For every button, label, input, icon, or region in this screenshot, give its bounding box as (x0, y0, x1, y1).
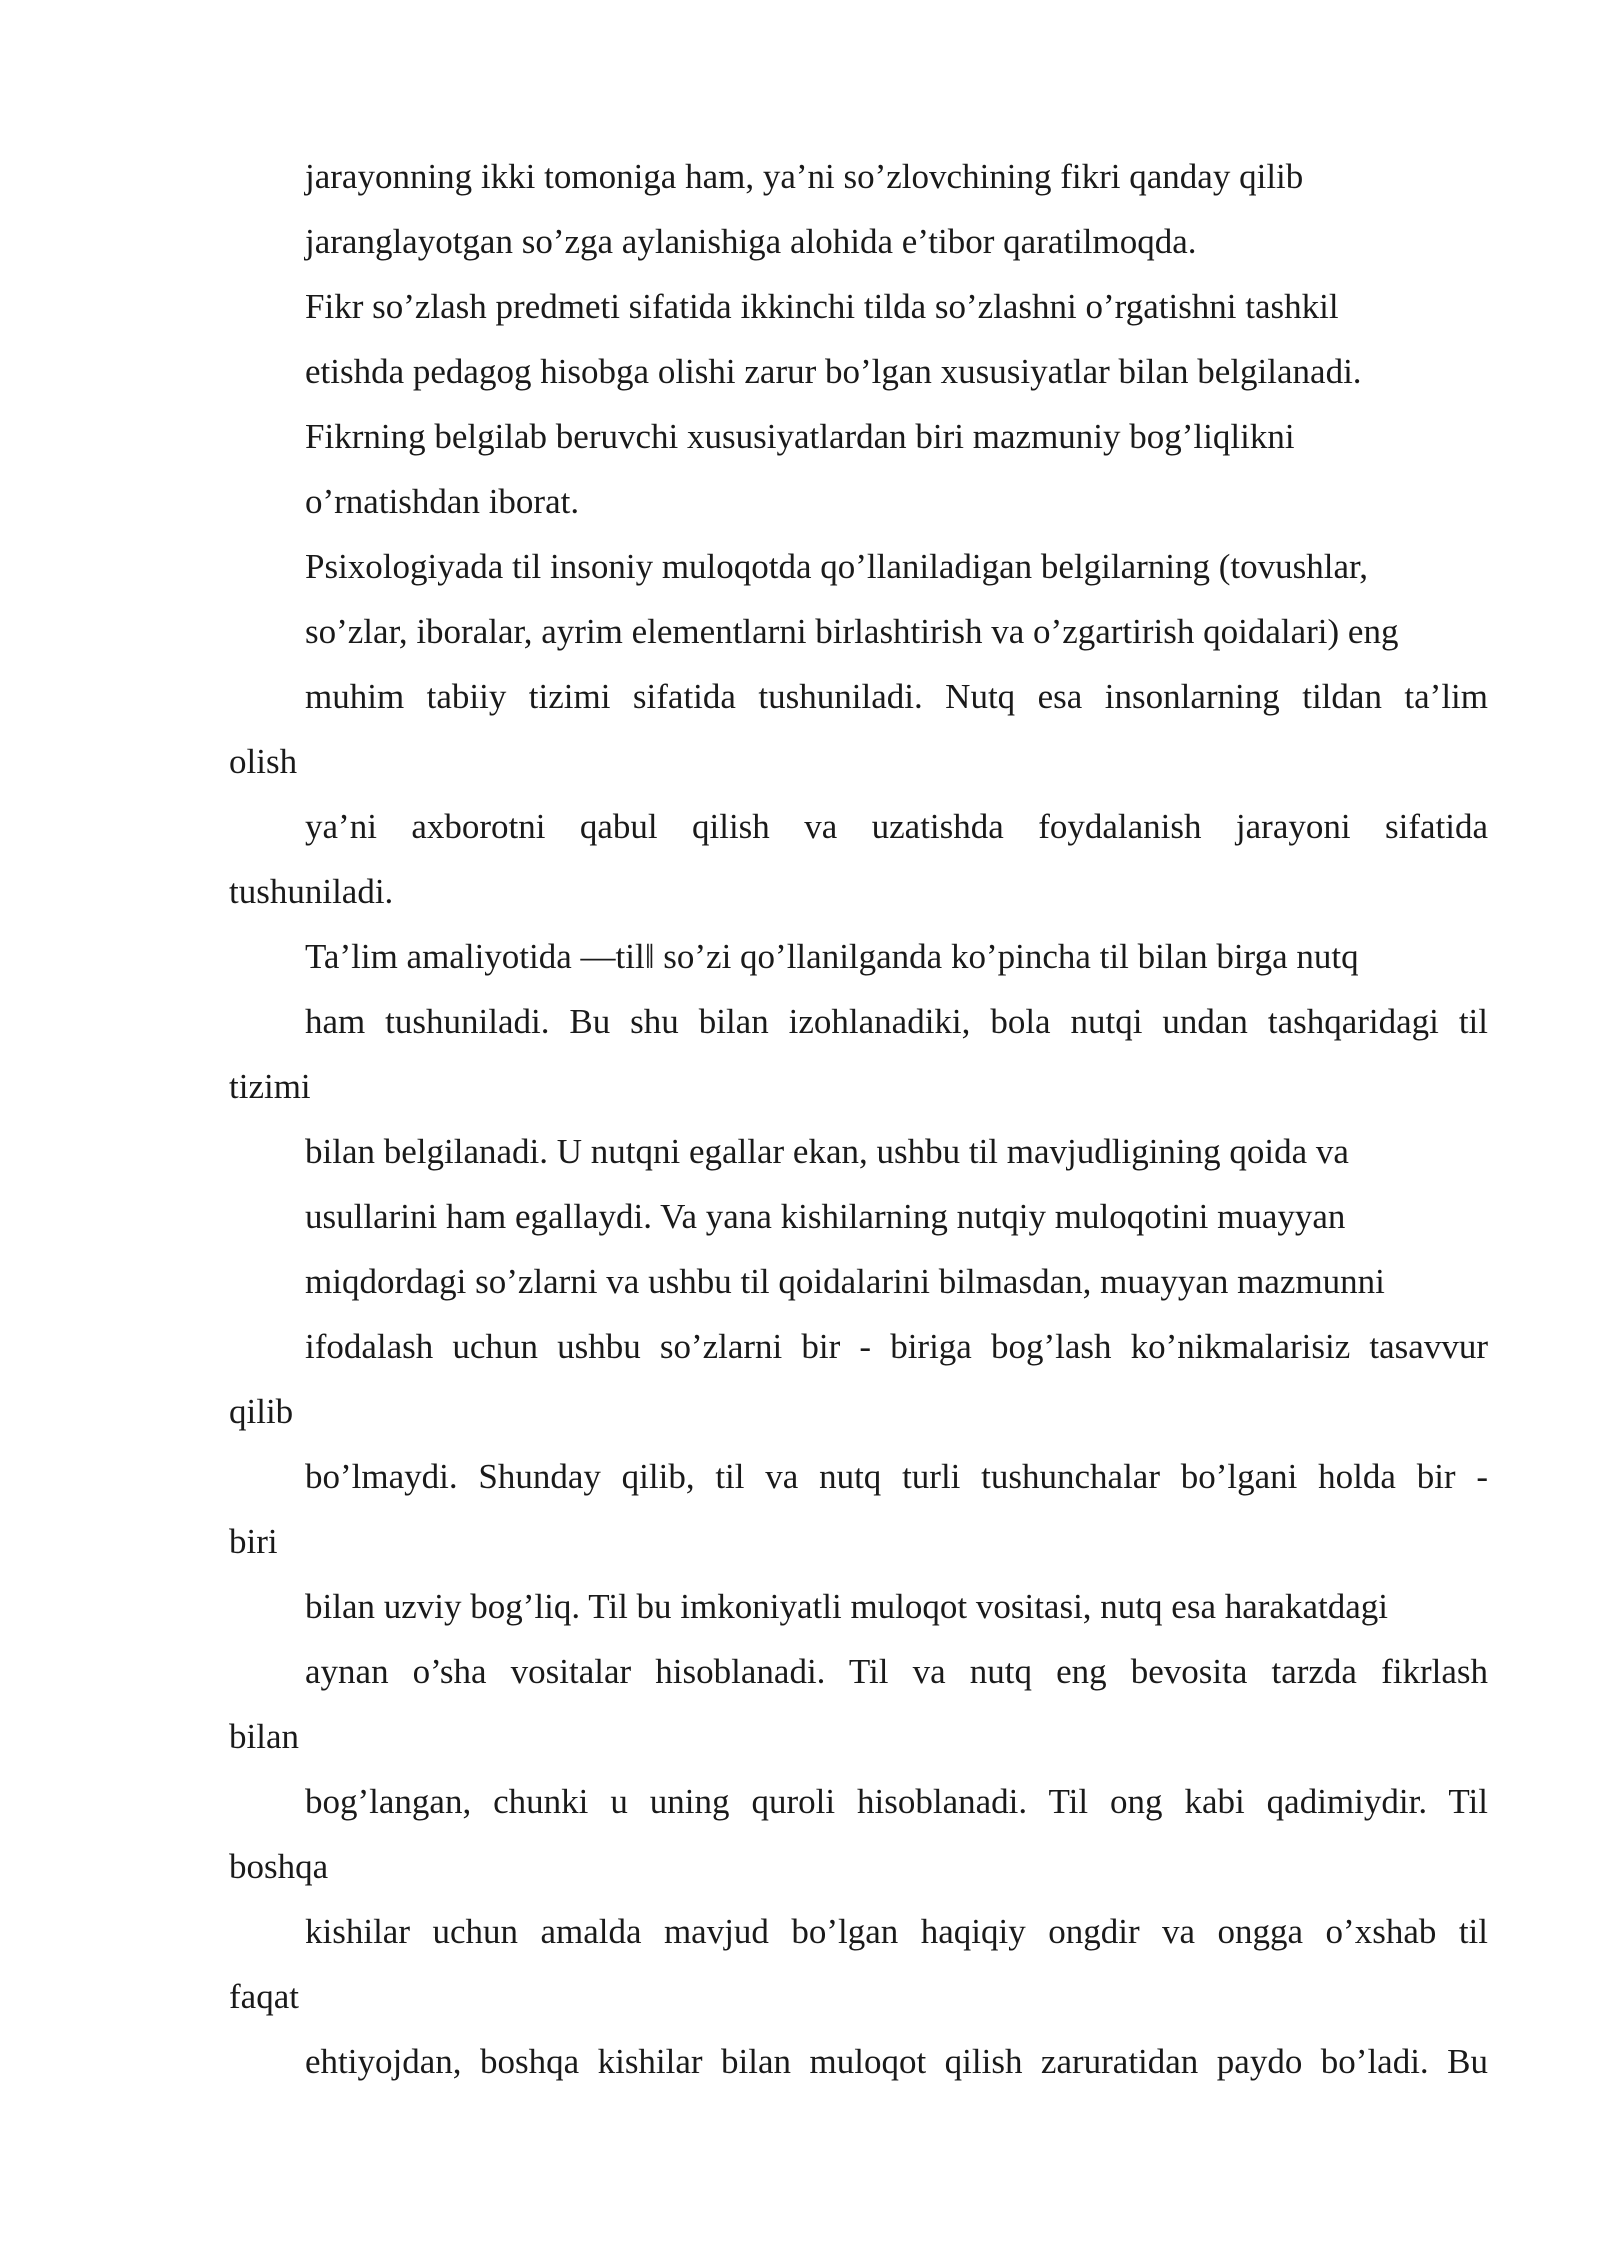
text-line: so’zlar, iboralar, ayrim elementlarni birlashtirish va o’zgartirish qoidalari) eng (305, 612, 1399, 651)
text-line: bo’lmaydi. Shunday qilib, til va nutq turli tushunchalar bo’lgani holda bir - (305, 1457, 1488, 1496)
text-line: Psixologiyada til insoniy muloqotda qo’llaniladigan belgilarning (tovushlar, (305, 547, 1369, 586)
text-line: biri (229, 1522, 278, 1561)
text-line: usullarini ham egallaydi. Va yana kishilarning nutqiy muloqotini muayyan (305, 1197, 1346, 1236)
text-line: ehtiyojdan, boshqa kishilar bilan muloqot qilish zaruratidan paydo bo’ladi. Bu (305, 2042, 1488, 2081)
text-line: aynan o’sha vositalar hisoblanadi. Til va nutq eng bevosita tarzda fikrlash (305, 1652, 1488, 1691)
text-line: o’rnatishdan iborat. (305, 482, 580, 521)
text-line: ifodalash uchun ushbu so’zlarni bir - biriga bog’lash ko’nikmalarisiz tasavvur (305, 1327, 1488, 1366)
text-line: ham tushuniladi. Bu shu bilan izohlanadiki, bola nutqi undan tashqaridagi til (305, 1002, 1488, 1041)
text-line: Fikr so’zlash predmeti sifatida ikkinchi tilda so’zlashni o’rgatishni tashkil (305, 287, 1339, 326)
text-line: bilan belgilanadi. U nutqni egallar ekan, ushbu til mavjudligining qoida va (305, 1132, 1349, 1171)
text-line: muhim tabiiy tizimi sifatida tushuniladi. Nutq esa insonlarning tildan ta’lim (305, 677, 1488, 716)
text-line: faqat (229, 1977, 299, 2016)
text-line: tushuniladi. (229, 872, 394, 911)
text-line: bog’langan, chunki u uning quroli hisoblanadi. Til ong kabi qadimiydir. Til (305, 1782, 1488, 1821)
text-line: boshqa (229, 1847, 329, 1886)
text-line: Fikrning belgilab beruvchi xususiyatlardan biri mazmuniy bog’liqlikni (305, 417, 1295, 456)
text-line: jaranglayotgan so’zga aylanishiga alohida e’tibor qaratilmoqda. (305, 222, 1197, 261)
text-line: bilan uzviy bog’liq. Til bu imkoniyatli muloqot vositasi, nutq esa harakatdagi (305, 1587, 1388, 1626)
text-line: bilan (229, 1717, 299, 1756)
text-line: tizimi (229, 1067, 311, 1106)
text-line: Ta’lim amaliyotida ―til‖ so’zi qo’llanilganda ko’pincha til bilan birga nutq (305, 937, 1359, 976)
text-line: ya’ni axborotni qabul qilish va uzatishda foydalanish jarayoni sifatida (305, 807, 1488, 846)
text-line: etishda pedagog hisobga olishi zarur bo’lgan xususiyatlar bilan belgilanadi. (305, 352, 1362, 391)
text-line: qilib (229, 1392, 294, 1431)
text-line: miqdordagi so’zlarni va ushbu til qoidalarini bilmasdan, muayyan mazmunni (305, 1262, 1385, 1301)
text-line: jarayonning ikki tomoniga ham, ya’ni so’zlovchining fikri qanday qilib (305, 157, 1304, 196)
text-line: kishilar uchun amalda mavjud bo’lgan haqiqiy ongdir va ongga o’xshab til (305, 1912, 1488, 1951)
text-line: olish (229, 742, 298, 781)
